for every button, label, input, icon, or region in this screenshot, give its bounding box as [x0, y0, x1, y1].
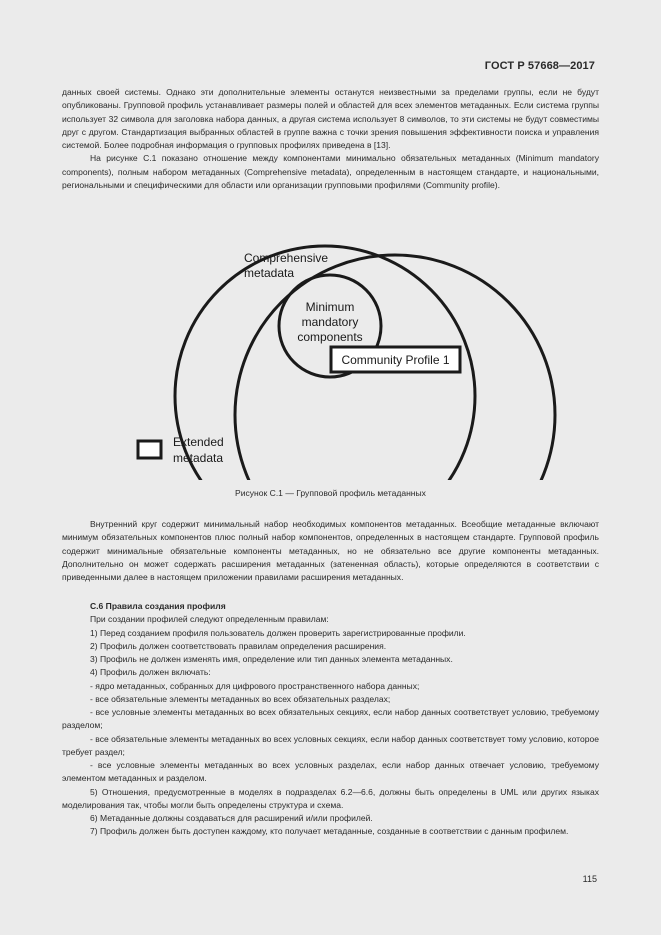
figure-caption: Рисунок С.1 — Групповой профиль метаданных: [235, 488, 426, 498]
minimum-label-line1: Minimum: [305, 300, 355, 314]
rule-line: - все обязательные элементы метаданных во всех условных секциях, если набор данных соответствует тому условию, которое требует раздел;: [62, 733, 599, 757]
intro-text: [62, 86, 599, 192]
rule-line: При создании профилей следуют определенным правилам:: [90, 614, 329, 625]
metadata-venn-diagram: [0, 240, 661, 480]
rule-line: 1) Перед созданием профиля пользователь должен проверить зарегистрированные профили.: [90, 627, 466, 638]
rule-line: 6) Метаданные должны создаваться для расширений и/или профилей.: [90, 813, 373, 823]
document-id-header: ГОСТ Р 57668—2017: [484, 60, 595, 72]
intro-paragraph-1: данных своей системы. Однако эти дополнительные элементы останутся неизвестными за пределами группы, если не будут опубликованы. Групповой профиль устанавливает размеры полей и областей для всех элементов метаданных. Если система группы использует 32 символа для заголовка набора данных, а другая система использует 8 символов, то эти системы не будут совместимы друг с другом. Стандартизация выбранных областей в группе важна с точки зрения повышения эффективности поиска и управления системой. Более подробная информация о групповых профилях приведена в [13].: [62, 87, 599, 150]
rule-line: 7) Профиль должен быть доступен каждому, кто получает метаданные, созданные в соответствии с данным профилем.: [90, 826, 569, 837]
rule-line: 4) Профиль должен включать:: [90, 667, 211, 678]
rule-line: - все условные элементы метаданных во всех обязательных секциях, если набор данных соответствует условию, требуемому разделом;: [62, 707, 599, 731]
minimum-label-line3: components: [297, 330, 363, 344]
rule-line: 5) Отношения, предусмотренные в моделях в подразделах 6.2—6.6, должны быть определены в UML или других языках моделирования так, чтобы могли быть определены структура и схема.: [62, 786, 599, 810]
intro-paragraph-2: На рисунке С.1 показано отношение между компонентами минимально обязательных метаданных (Minimum mandatory components), полным набором метаданных (Comprehensive metadata), определенным в настоящем стандарте, и национальными, региональными и специфическими для области или организации групповыми профилями (Community profile).: [62, 153, 599, 190]
rule-line: 3) Профиль не должен изменять имя, определение или тип данных элемента метаданных.: [90, 654, 453, 664]
rule-line: - все обязательные элементы метаданных во всех обязательных разделах;: [90, 693, 391, 704]
comprehensive-label-line1: Comprehensive: [244, 251, 329, 265]
comprehensive-label-line2: metadata: [244, 266, 295, 280]
community-profile-label: Community Profile 1: [341, 353, 450, 367]
rule-line: 2) Профиль должен соответствовать правилам определения расширения.: [90, 640, 387, 651]
rule-line: - все условные элементы метаданных во всех условных разделах, если набор данных отвечает условию, требуемому элементом метаданных и разделом.: [62, 760, 599, 784]
figure-c1: [0, 240, 661, 480]
rule-line: - ядро метаданных, собранных для цифрового пространственного набора данных;: [90, 680, 420, 691]
figure-explanation: [62, 518, 599, 584]
extended-label-line1: Extended: [173, 435, 224, 449]
explanation-paragraph: Внутренний круг содержит минимальный набор необходимых компонентов метаданных. Всеобщие метаданные включают минимум обязательных компонентов плюс полный набор компонентов, определенных в настоящем стандарте. Групповой профиль содержит минимальные обязательные компоненты метаданных, но не обязательно все другие компоненты метаданных. Дополнительно он может содержать расширения метаданных (затененная область), которые определяются в соответствии с приведенными далее в настоящем приложении правилами расширения метаданных.: [62, 519, 599, 582]
page-number: 115: [582, 874, 597, 884]
extended-metadata-legend-box: [138, 441, 161, 458]
minimum-label-line2: mandatory: [301, 315, 359, 329]
profile-rules-section: [62, 600, 599, 839]
extended-label-line2: metadata: [173, 451, 224, 465]
section-heading: С.6 Правила создания профиля: [90, 601, 226, 611]
